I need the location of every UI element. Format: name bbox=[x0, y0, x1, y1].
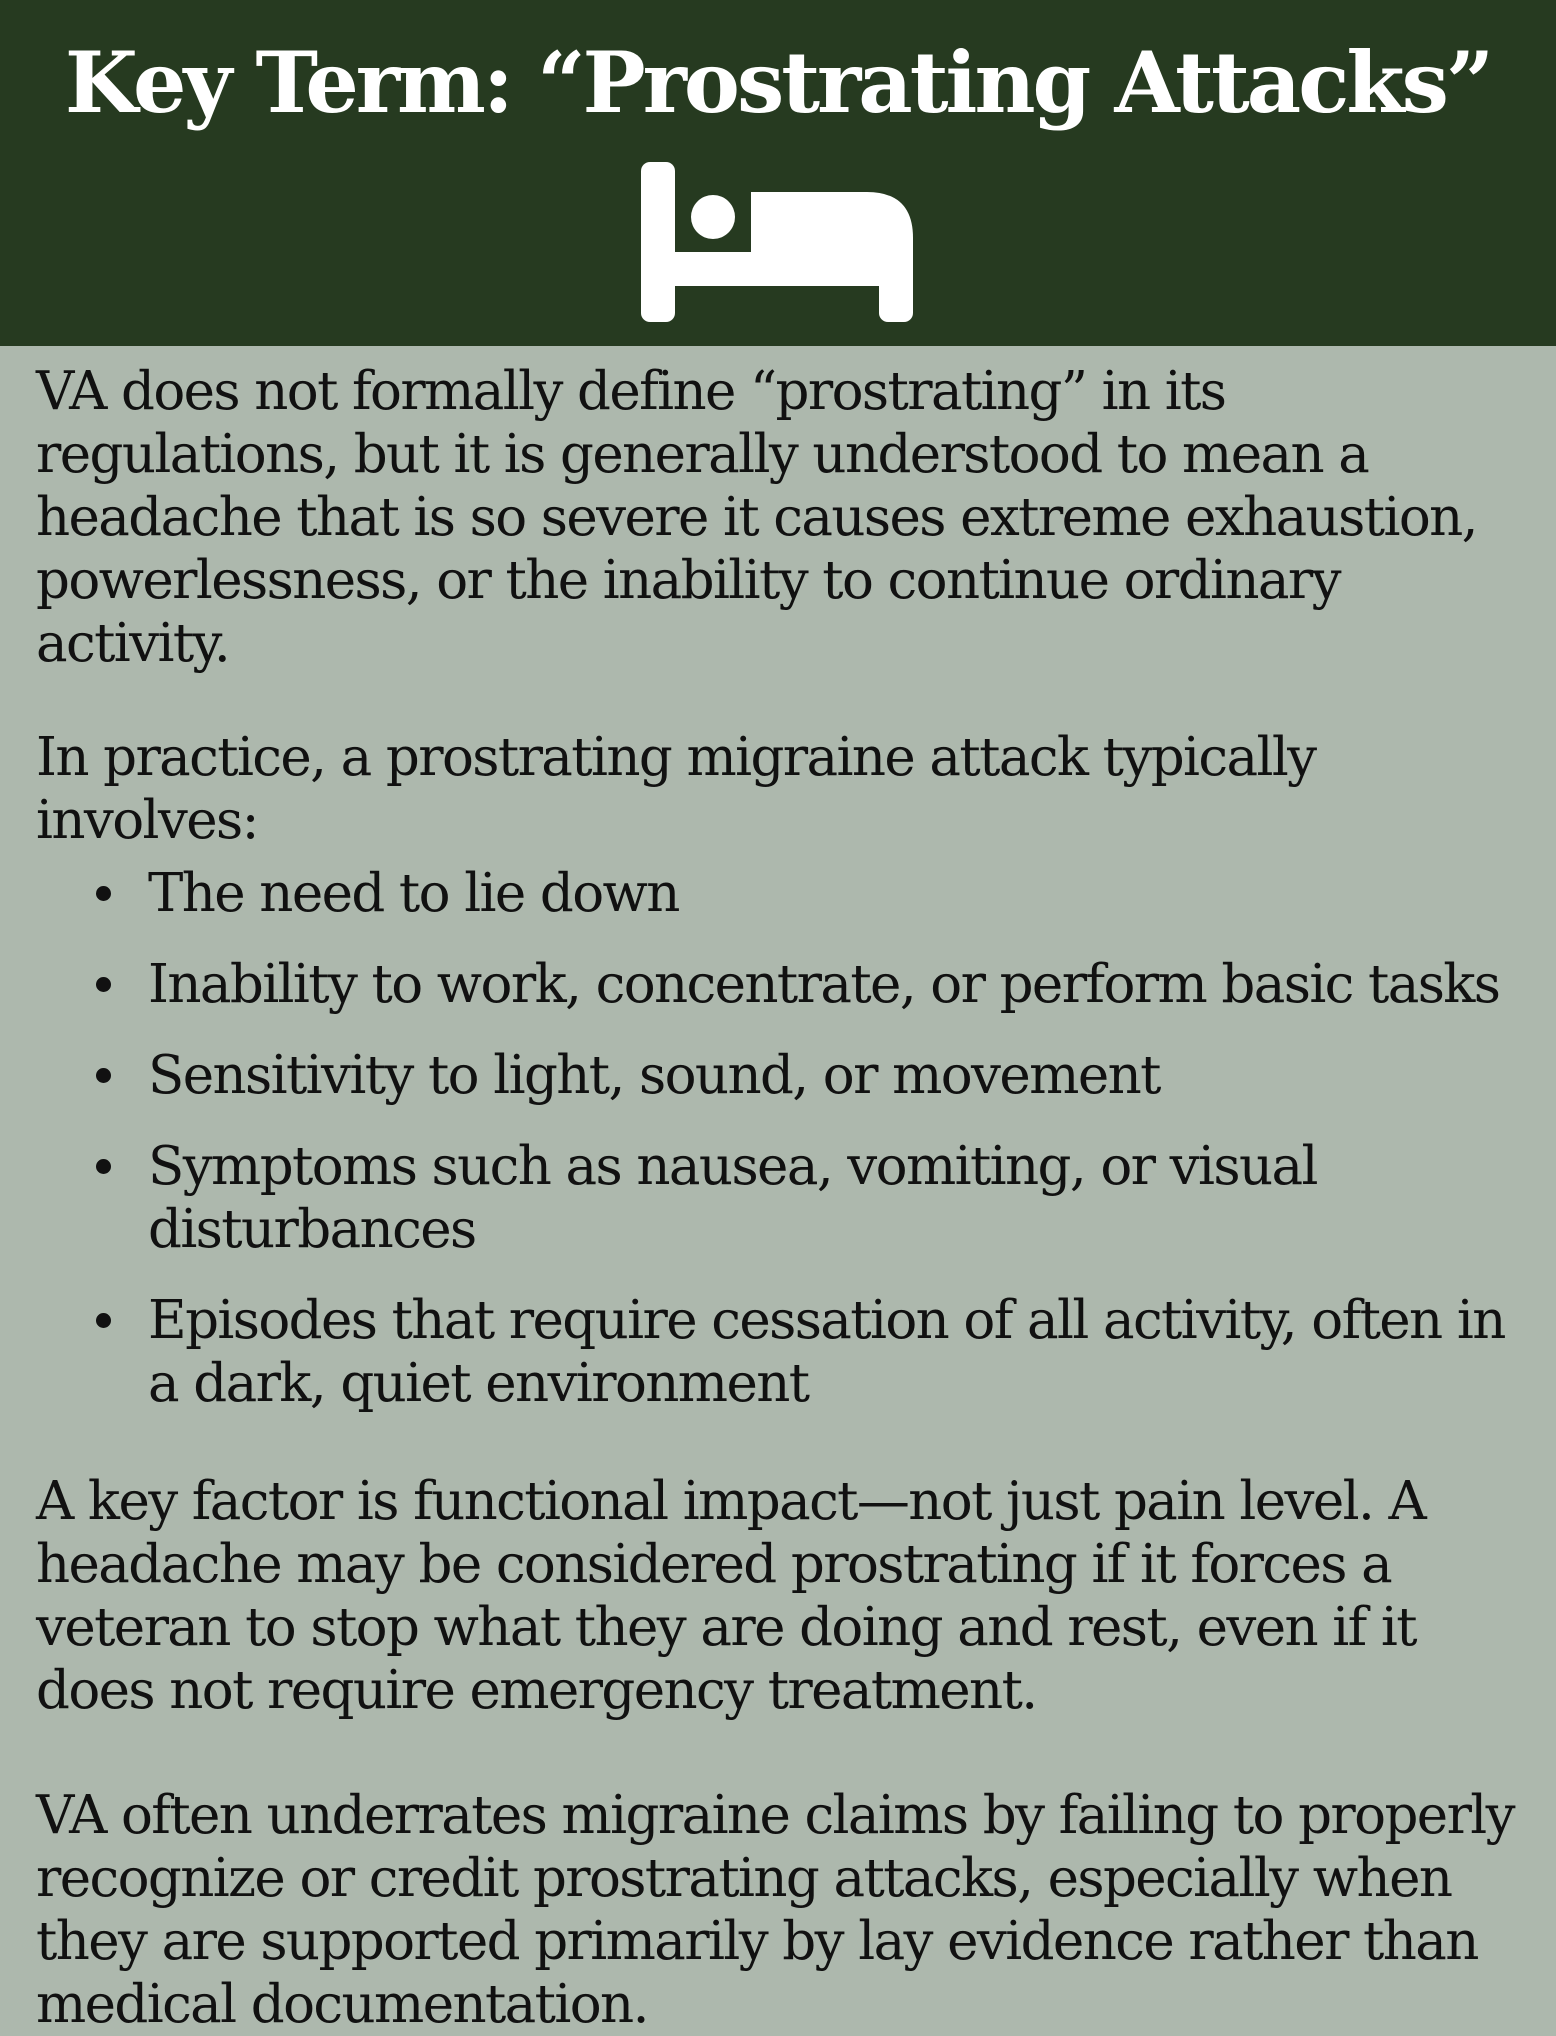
list-item bbox=[36, 1135, 1526, 1261]
list-item bbox=[36, 862, 1526, 925]
list-item bbox=[36, 1044, 1526, 1107]
paragraph-definition: VA does not formally define “prostrating” in its regulations, but it is generally understood to mean a headache that is so severe it causes extreme exhaustion, powerlessness, or the inability to continue ordinary activity. bbox=[36, 361, 1477, 674]
symptom-list bbox=[36, 862, 1526, 1415]
list-item-text: Sensitivity to light, sound, or movement bbox=[148, 1045, 1160, 1106]
bed-icon bbox=[641, 162, 913, 322]
list-item-text: The need to lie down bbox=[148, 863, 679, 924]
bullet-icon bbox=[96, 1313, 111, 1328]
paragraph-functional-impact: A key factor is functional impact—not just pain level. A headache may be considered prostrating if it forces a veteran to stop what they are doing and rest, even if it does not require emergency treatment. bbox=[36, 1471, 1426, 1721]
paragraph-intro-list: In practice, a prostrating migraine attack typically involves: bbox=[36, 727, 1316, 851]
page-title: Key Term: “Prostrating Attacks” bbox=[64, 33, 1492, 132]
bullet-icon bbox=[96, 977, 111, 992]
header-banner bbox=[0, 0, 1556, 346]
paragraph-underrating: VA often underrates migraine claims by failing to properly recognize or credit prostrating attacks, especially when they are supported primarily by lay evidence rather than medical documentation. bbox=[36, 1785, 1514, 2035]
list-item bbox=[36, 1289, 1526, 1415]
list-item-text: Episodes that require cessation of all activity, often in a dark, quiet environment bbox=[148, 1290, 1505, 1414]
bullet-icon bbox=[96, 1159, 111, 1174]
bullet-icon bbox=[96, 1068, 111, 1083]
bullet-icon bbox=[96, 886, 111, 901]
list-item-text: Symptoms such as nausea, vomiting, or visual disturbances bbox=[148, 1136, 1317, 1260]
content-body bbox=[36, 360, 1526, 2036]
list-item bbox=[36, 953, 1526, 1016]
list-item-text: Inability to work, concentrate, or perform basic tasks bbox=[148, 954, 1500, 1015]
